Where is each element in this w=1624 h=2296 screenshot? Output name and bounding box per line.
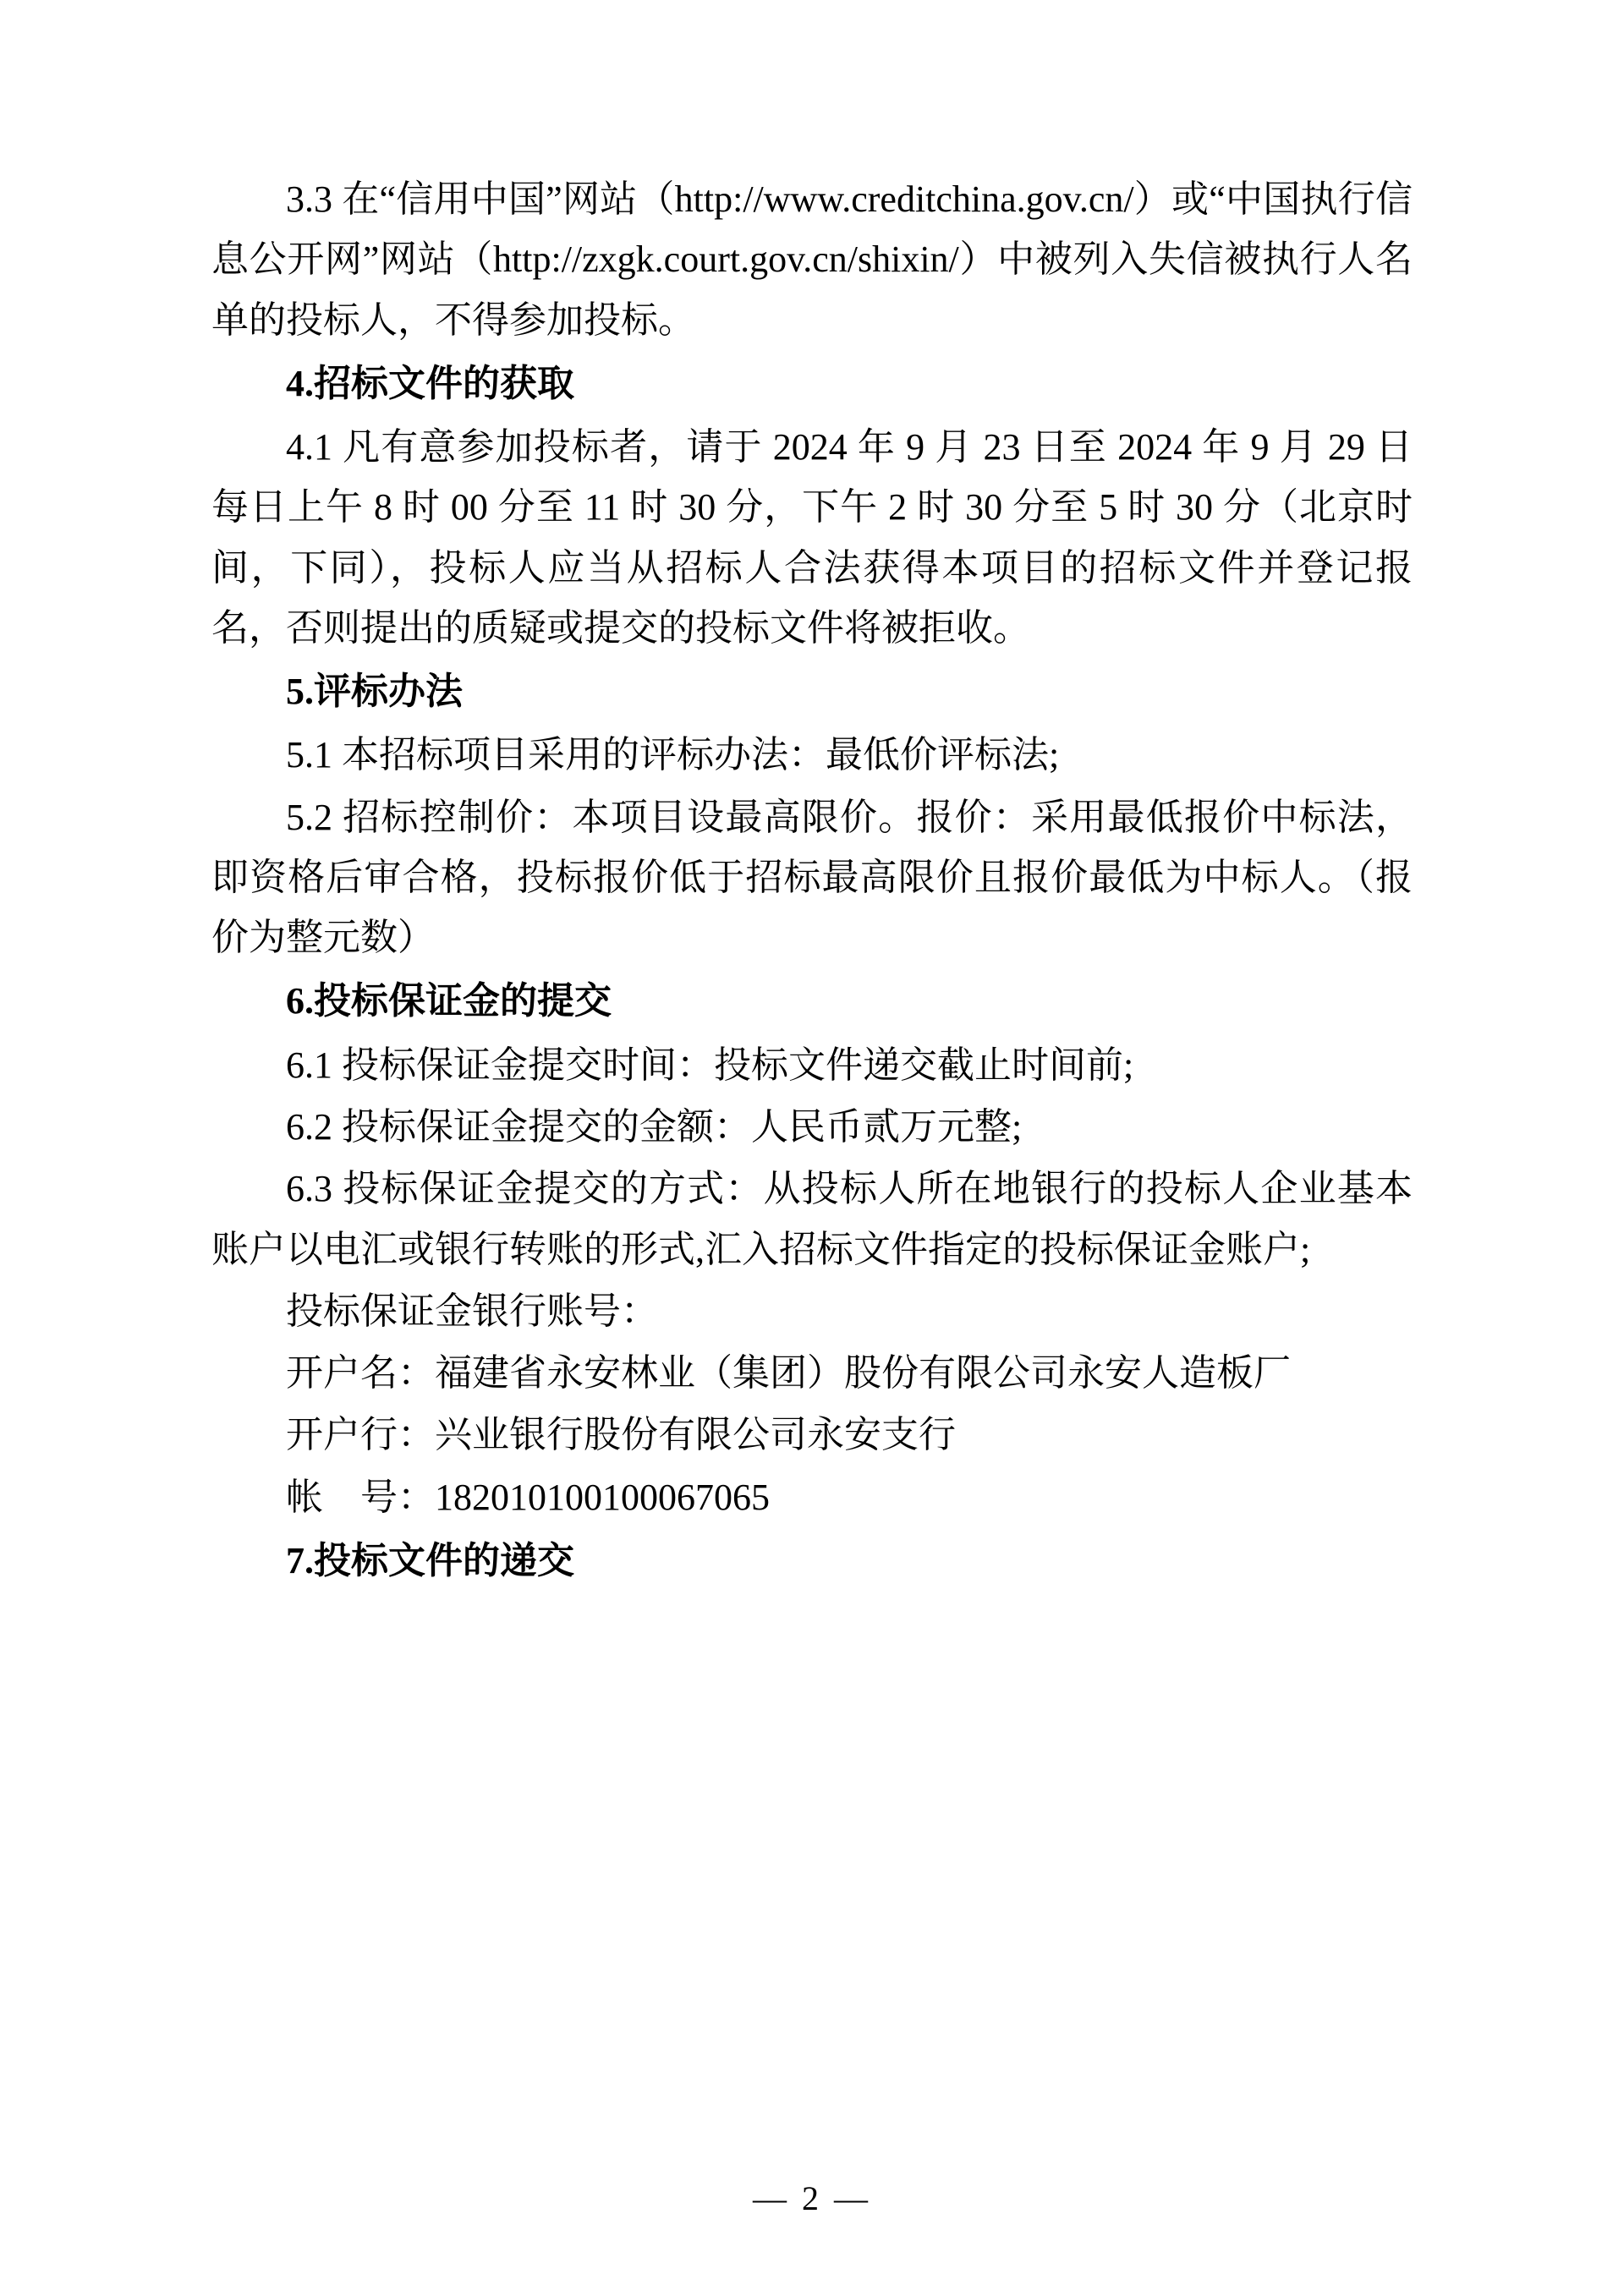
bank-account-title: 投标保证金银行账号： [286,1290,658,1332]
paragraph-4-1: 4.1 凡有意参加投标者，请于 2024 年 9 月 23 日至 2024 年 9 月 29 日每日上午 8 时 00 分至 11 时 30 分，下午 2 时 30 分至 5 时 30 分（北京时间，下同），投标人应当从招标人合法获得本项目的招标文件并登记报名，否则提出的质疑或提交的投标文件将被拒收。 [211,426,1413,649]
bank-account-number: 帐 号：182010100100067065 [286,1476,770,1518]
heading-7-bid-document-submission: 7.投标文件的递交 [286,1539,574,1581]
paragraph-3-3: 3.3 在“信用中国”网站（http://www.creditchina.gov.cn/）或“中国执行信息公开网”网站（http://zxgk.court.gov.cn/shixin/）中被列入失信被执行人名单的投标人，不得参加投标。 [211,178,1413,341]
paragraph-5-1: 5.1 本招标项目采用的评标办法：最低价评标法; [286,734,1060,776]
document-body [211,169,1413,1591]
heading-5-evaluation-method: 5.评标办法 [286,671,463,713]
page-number-footer: — 2 — [753,2179,871,2217]
heading-6-bid-deposit-submission: 6.投标保证金的提交 [286,980,612,1022]
paragraph-6-2: 6.2 投标保证金提交的金额：人民币贰万元整; [286,1105,1023,1148]
bank-branch-name: 开户行：兴业银行股份有限公司永安支行 [286,1414,956,1456]
bank-account-name: 开户名：福建省永安林业（集团）股份有限公司永安人造板厂 [286,1352,1291,1395]
paragraph-6-3: 6.3 投标保证金提交的方式：从投标人所在地银行的投标人企业基本账户以电汇或银行转账的形式,汇入招标文件指定的投标保证金账户; [211,1168,1413,1270]
paragraph-6-1: 6.1 投标保证金提交时间：投标文件递交截止时间前; [286,1044,1134,1086]
paragraph-5-2: 5.2 招标控制价：本项目设最高限价。报价：采用最低报价中标法，即资格后审合格，投标报价低于招标最高限价且报价最低为中标人。（报价为整元数） [211,796,1413,959]
heading-4-tender-document-acquisition: 4.招标文件的获取 [286,362,574,404]
